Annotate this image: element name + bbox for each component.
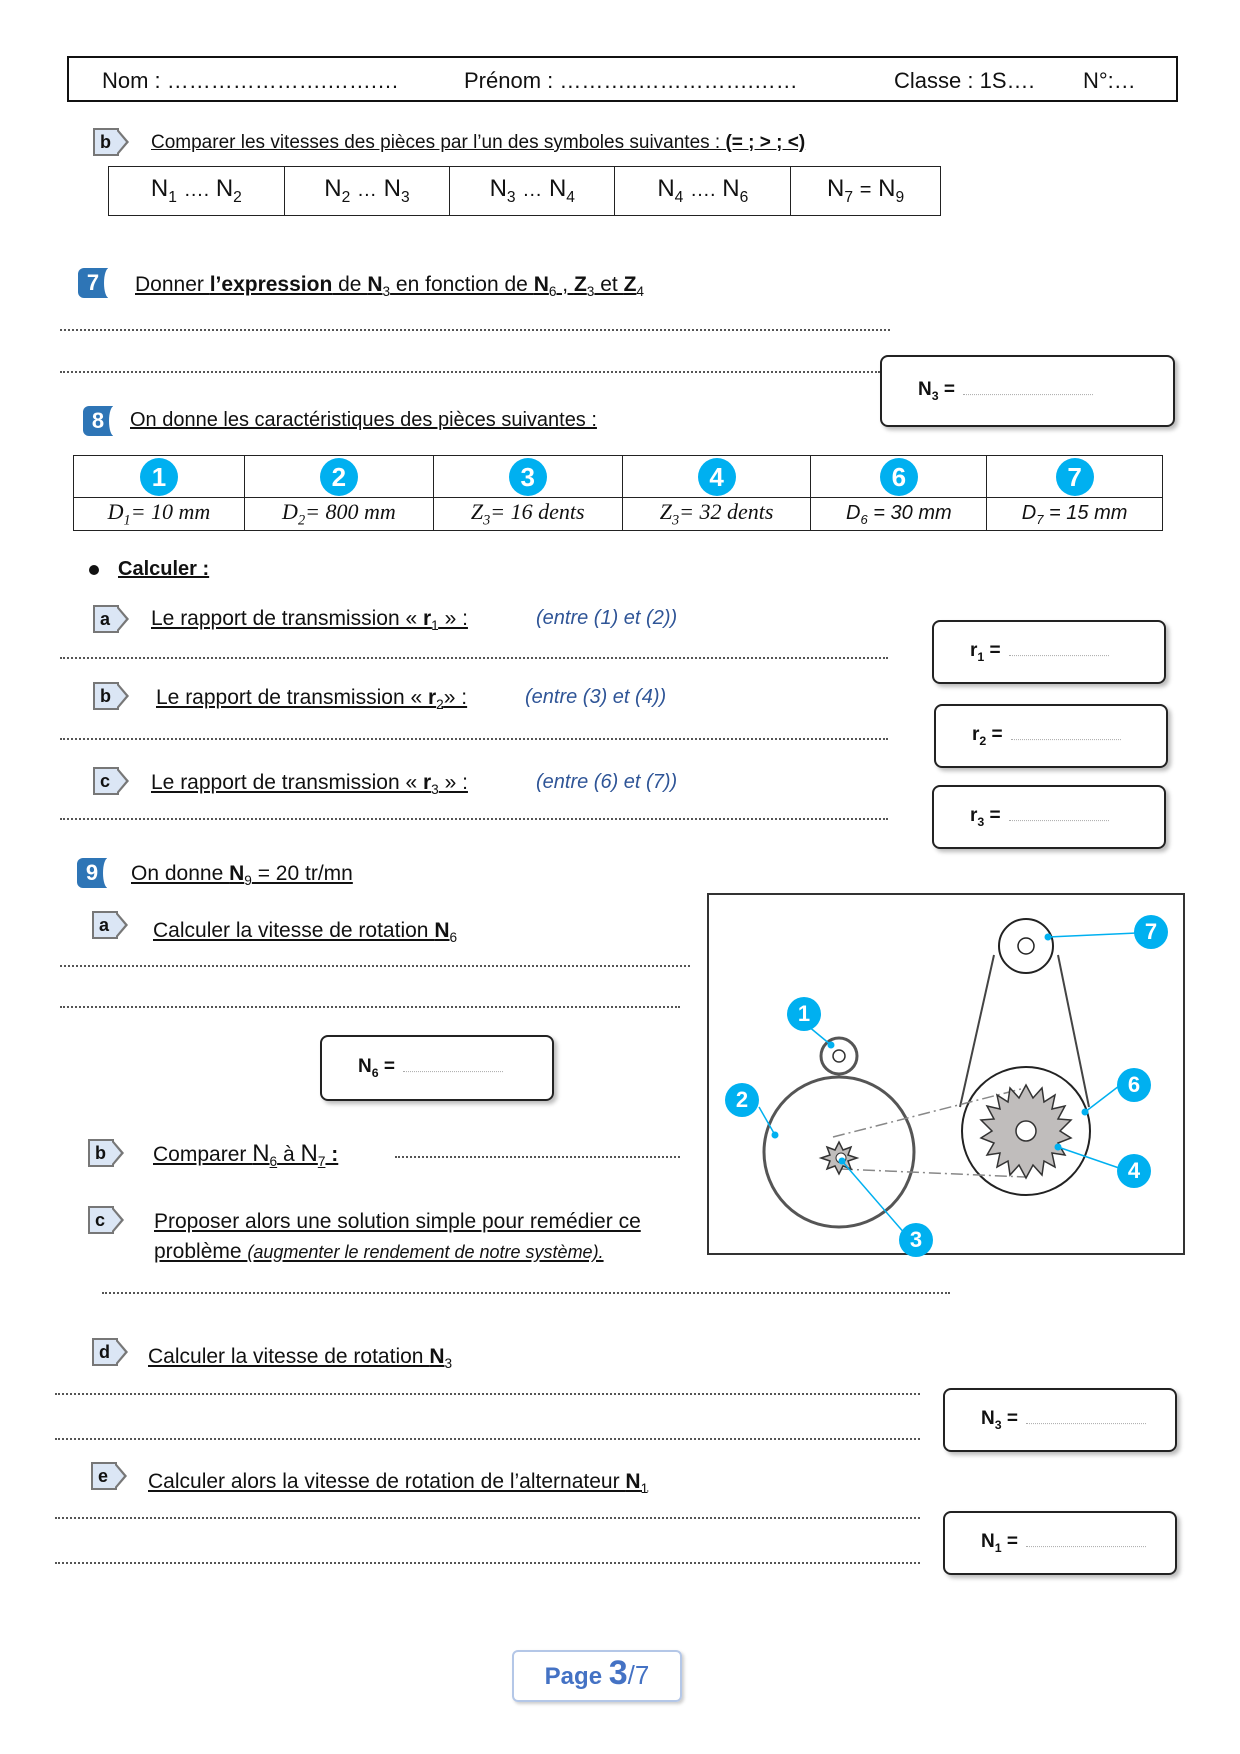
calc-n3-label: Calculer la vitesse de rotation $N_3$ bbox=[148, 1345, 453, 1372]
diagram-label-3: 3 bbox=[899, 1223, 933, 1257]
part-value: $D_6 = 30$ mm bbox=[811, 498, 987, 531]
part-badge-cell bbox=[433, 456, 622, 498]
answer-line[interactable] bbox=[60, 657, 888, 659]
answer-line[interactable] bbox=[60, 329, 890, 331]
question-8-number: 8 bbox=[83, 406, 113, 436]
comparison-table bbox=[108, 166, 941, 216]
question-9-number: 9 bbox=[77, 858, 107, 888]
tag-e: e bbox=[91, 1462, 117, 1490]
question-7-text: Donner l’expression de $N_3$ en fonction de $N_6$ , $Z_3$ et $Z_4$ bbox=[135, 273, 644, 300]
answer-line[interactable] bbox=[55, 1438, 920, 1440]
comparison-cell[interactable]: $N_3$ … $N_4$ bbox=[450, 167, 615, 216]
ratio-r3-hint: (entre (6) et (7)) bbox=[536, 771, 678, 793]
tag-a: a bbox=[92, 911, 118, 939]
question-9-text: On donne $N_9 = 20$ tr/mn bbox=[131, 862, 353, 889]
calculer-heading: Calculer : bbox=[118, 558, 210, 580]
classe-field[interactable]: Classe : 1S…. bbox=[894, 68, 1035, 93]
ratio-r2-label: Le rapport de transmission « $r_2$» : bbox=[156, 686, 468, 713]
calc-n1-label: Calculer alors la vitesse de rotation de l’alternateur $N_1$ bbox=[148, 1470, 649, 1497]
diagram-label-6: 6 bbox=[1117, 1068, 1151, 1102]
answer-line[interactable] bbox=[60, 1006, 680, 1008]
solution-prompt-line1: Proposer alors une solution simple pour remédier ce bbox=[154, 1210, 641, 1233]
n3-answer-box[interactable]: $N_3$ = bbox=[943, 1388, 1177, 1452]
comparison-cell[interactable]: $N_1$ …. $N_2$ bbox=[109, 167, 285, 216]
gear-belt-diagram bbox=[707, 893, 1185, 1255]
tag-b: b bbox=[93, 682, 119, 710]
numero-field[interactable]: N°:… bbox=[1083, 68, 1136, 93]
nom-field[interactable]: Nom : ………………….…….… bbox=[102, 68, 400, 93]
r3-answer-box[interactable]: $r_3$ = bbox=[932, 785, 1166, 849]
answer-line[interactable] bbox=[55, 1393, 920, 1395]
diagram-label-7: 7 bbox=[1134, 915, 1168, 949]
compare-n6-n7-label: Comparer $N_6$ à $N_7$ : bbox=[153, 1140, 339, 1170]
answer-line[interactable] bbox=[60, 738, 888, 740]
part-badge-cell bbox=[987, 456, 1163, 498]
solution-prompt-line2: problème (augmenter le rendement de notre système). bbox=[154, 1240, 604, 1263]
part-7-badge: 7 bbox=[1056, 458, 1094, 496]
part-2-badge: 2 bbox=[320, 458, 358, 496]
answer-line[interactable] bbox=[55, 1562, 920, 1564]
answer-line[interactable] bbox=[55, 1517, 920, 1519]
question-8-text: On donne les caractéristiques des pièces suivantes : bbox=[130, 409, 597, 431]
part-4-badge: 4 bbox=[698, 458, 736, 496]
diagram-label-2: 2 bbox=[725, 1083, 759, 1117]
part-value: $D_1= 10$ mm bbox=[74, 498, 245, 531]
part-badge-cell bbox=[811, 456, 987, 498]
ratio-r1-hint: (entre (1) et (2)) bbox=[536, 607, 678, 629]
tag-a: a bbox=[93, 605, 119, 633]
diagram-label-1: 1 bbox=[787, 997, 821, 1031]
part-3-badge: 3 bbox=[509, 458, 547, 496]
n3-expression-answer-box[interactable]: $N_3$ = bbox=[880, 355, 1175, 427]
comparison-cell[interactable]: $N_4$ …. $N_6$ bbox=[615, 167, 791, 216]
question-7-number: 7 bbox=[78, 268, 108, 298]
part-1-badge: 1 bbox=[140, 458, 178, 496]
student-info-header bbox=[67, 56, 1178, 102]
ratio-r2-hint: (entre (3) et (4)) bbox=[525, 686, 667, 708]
ratio-r3-label: Le rapport de transmission « $r_3$ » : bbox=[151, 771, 468, 798]
page-indicator: Page 3/7 bbox=[512, 1650, 682, 1702]
bullet-icon bbox=[89, 565, 99, 575]
part-badge-cell bbox=[244, 456, 433, 498]
tag-c: c bbox=[93, 767, 119, 795]
tag-d: d bbox=[92, 1338, 118, 1366]
part-value: $D_7 = 15$ mm bbox=[987, 498, 1163, 531]
answer-line[interactable] bbox=[395, 1156, 680, 1158]
n6-answer-box[interactable]: $N_6$ = bbox=[320, 1035, 554, 1101]
diagram-label-4: 4 bbox=[1117, 1154, 1151, 1188]
n1-answer-box[interactable]: $N_1$ = bbox=[943, 1511, 1177, 1575]
comparison-cell[interactable]: $N_2$ … $N_3$ bbox=[284, 167, 449, 216]
part-badge-cell bbox=[74, 456, 245, 498]
part-value: $Z_3= 32$ dents bbox=[622, 498, 811, 531]
answer-line[interactable] bbox=[60, 818, 888, 820]
answer-line[interactable] bbox=[60, 371, 880, 373]
tag-b: b bbox=[93, 128, 119, 156]
part-6-badge: 6 bbox=[880, 458, 918, 496]
answer-line[interactable] bbox=[102, 1292, 950, 1294]
ratio-r1-label: Le rapport de transmission « $r_1$ » : bbox=[151, 607, 468, 634]
r1-answer-box[interactable]: $r_1$ = bbox=[932, 620, 1166, 684]
calc-n6-label: Calculer la vitesse de rotation $N_6$ bbox=[153, 919, 458, 946]
mechanism-drawing bbox=[709, 895, 1183, 1253]
r2-answer-box[interactable]: $r_2$ = bbox=[934, 704, 1168, 768]
part-badge-cell bbox=[622, 456, 811, 498]
part-value: $D_2= 800$ mm bbox=[244, 498, 433, 531]
tag-b: b bbox=[88, 1139, 114, 1167]
compare-instruction: Comparer les vitesses des pièces par l’un des symboles suivantes : (= ; > ; <) bbox=[151, 132, 806, 153]
part-value: $Z_3= 16$ dents bbox=[433, 498, 622, 531]
comparison-cell[interactable]: $N_7 = N_9$ bbox=[791, 167, 941, 216]
answer-line[interactable] bbox=[60, 965, 690, 967]
characteristics-table bbox=[73, 455, 1163, 531]
tag-c: c bbox=[88, 1206, 114, 1234]
prenom-field[interactable]: Prénom : ………..…………….…… bbox=[464, 68, 798, 93]
